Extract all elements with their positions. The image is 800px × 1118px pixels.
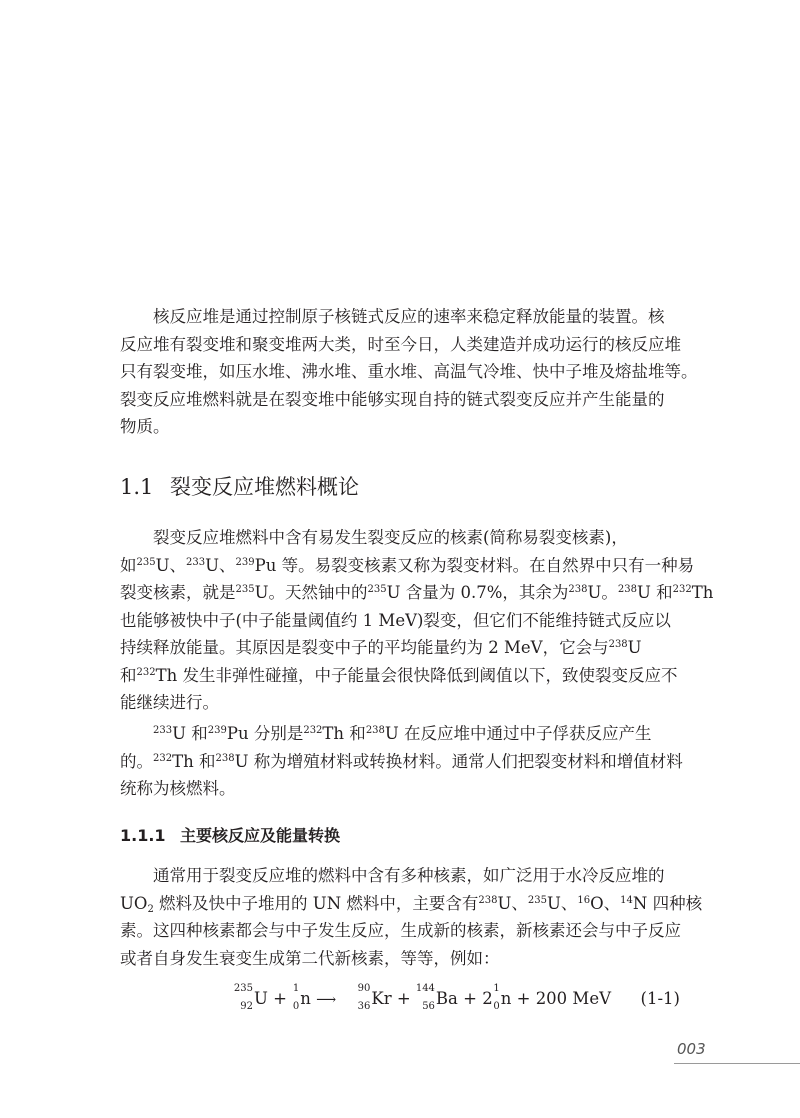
equation-number: (1-1) (640, 989, 680, 1008)
isotope-notation: 144 56 (415, 983, 435, 1012)
text-line: 裂变反应堆燃料就是在裂变堆中能够实现自持的链式裂变反应并产生能量的 (120, 389, 665, 409)
text-line: 统称为核燃料。 (120, 779, 236, 798)
paragraph-fertile-materials (120, 720, 683, 803)
text-line: 核反应堆是通过控制原子核链式反应的速率来稳定释放能量的装置。核 (153, 307, 665, 326)
text-line: 如$^{235}$U、$^{233}$U、$^{239}$Pu 等。易裂变核素又称为裂变材料。在自然界中只有一种易 (120, 555, 695, 575)
text-line: 和$^{232}$Th 发生非弹性碰撞，中子能量会很快降低到阈值以下，致使裂变反应不 (120, 665, 678, 685)
isotope-notation: 90 36 (357, 983, 371, 1012)
reaction-arrow: ⟶ (316, 992, 337, 1008)
text-line: $UO_2$ 燃料及快中子堆用的 UN 燃料中，主要含有$^{238}$U、$^{235}$U、$^{16}$O、$^{14}$N 四种核 (120, 893, 703, 915)
isotope-notation: 235 92 (233, 983, 253, 1012)
text-line: 也能够被快中子(中子能量阈值约 1 MeV)裂变，但它们不能维持链式反应以 (120, 610, 671, 630)
text-line: 物质。 (120, 417, 170, 436)
subsection-number: 1.1.1 (120, 826, 166, 845)
isotope-notation: 1 0 (493, 983, 500, 1012)
fission-equation: 235 92 U + 1 0 n ⟶ 90 36 Kr + 144 56 Ba + 2 1 0 n + 200 MeV (1-1) (240, 984, 680, 1015)
paragraph-nuclides-in-fuel (120, 862, 703, 972)
text-line: 或者自身发生衰变生成第二代新核素，等等，例如： (120, 948, 500, 968)
page-number: 003 (677, 1040, 706, 1058)
text-line: 反应堆有裂变堆和聚变堆两大类，时至今日，人类建造并成功运行的核反应堆 (120, 334, 681, 354)
text-line: $^{233}$U 和$^{239}$Pu 分别是$^{232}$Th 和$^{238}$U 在反应堆中通过中子俘获反应产生 (153, 724, 652, 743)
text-line: 持续释放能量。其原因是裂变中子的平均能量约为 2 MeV，它会与$^{238}$U (120, 638, 642, 657)
subsection-title: 主要核反应及能量转换 (180, 826, 341, 845)
text-line: 裂变核素，就是$^{235}$U。天然铀中的$^{235}$U 含量为 0.7%，其余为$^{238}$U。$^{238}$U 和$^{232}$Th (120, 583, 714, 602)
section-title: 裂变反应堆燃料概论 (170, 475, 359, 499)
intro-paragraph (120, 303, 698, 441)
subsection-heading (120, 824, 340, 848)
section-heading (120, 472, 359, 502)
paragraph-fissile-nuclides (120, 524, 714, 717)
footer-rule (674, 1063, 800, 1064)
text-line: 只有裂变堆，如压水堆、沸水堆、重水堆、高温气冷堆、快中子堆及熔盐堆等。 (120, 362, 698, 381)
text-line: 素。这四种核素都会与中子发生反应，生成新的核素，新核素还会与中子反应 (120, 921, 681, 940)
text-line: 裂变反应堆燃料中含有易发生裂变反应的核素(简称易裂变核素)， (153, 528, 628, 547)
section-number: 1.1 (120, 475, 154, 499)
text-line: 通常用于裂变反应堆的燃料中含有多种核素，如广泛用于水冷反应堆的 (153, 866, 665, 885)
text-line: 能继续进行。 (120, 693, 219, 712)
text-line: 的。$^{232}$Th 和$^{238}$U 称为增殖材料或转换材料。通常人们把裂变材料和增值材料 (120, 751, 683, 771)
isotope-notation: 1 0 (292, 983, 300, 1012)
